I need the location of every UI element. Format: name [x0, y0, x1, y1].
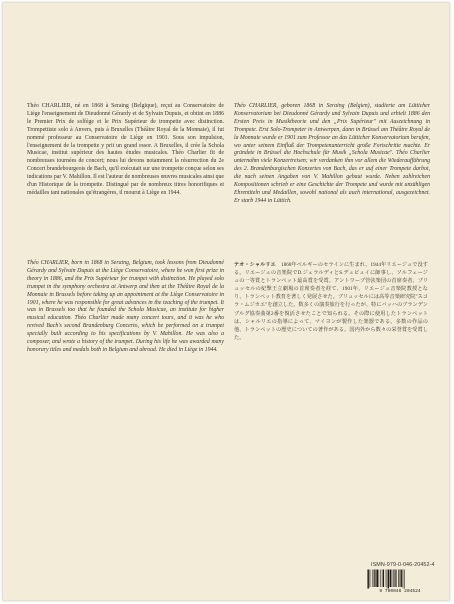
barcode-bar: [400, 570, 401, 588]
english-text: Théo CHARLIER, born in 1868 in Seraing, Belgium, took lessons from Dieudonné Gérardy and Sylvain Dupuis at the Liège Conservatoire, where he won first prize in theory in 1886, and the Prix Supérieur for trumpet with distinction. He played solo trumpet in the symphony orchestra at Antwerp and then at the Théâtre Royal de la Monnaie in Brussels before taking up an appointment at the Liège Conservatoire in 1901, where he was responsible for great advances in the teaching of the trumpet. It was in Brussels too that he founded the Schola Musicae, an institute for higher musical education. Théo Charlier made many concert tours, and it was he who revived Bach's second Brandenburg Concerto, which he performed on a trumpet specially built according to his specifications by V. Mahillon. He was also a composer, and wrote a history of the trumpet. During his life he was awarded many honorary titles and medals both in Belgium and abroad. He died in Liège in 1944.: [27, 260, 224, 353]
barcode-bar: [372, 570, 373, 588]
barcode-bar: [376, 570, 378, 588]
barcode-number: 9 790046 204524: [379, 588, 421, 593]
barcode-bar: [367, 570, 368, 589]
barcode-bar: [403, 570, 404, 589]
barcode-bar: [368, 570, 369, 589]
barcode-bar: [375, 570, 376, 588]
barcode-bar: [383, 570, 384, 588]
french-biography: [27, 103, 224, 198]
barcode-bar: [396, 570, 397, 588]
barcode-bar: [386, 570, 387, 588]
barcode-bars: [367, 570, 405, 589]
barcode: [364, 569, 434, 593]
barcode-bar: [393, 570, 394, 588]
barcode-bar: [401, 570, 402, 588]
german-text: Théo CHARLIER, geboren 1868 in Seraing (Belgien), studierte am Lütticher Konservatorium bei Dieudonné Gérardy und Sylvain Dupuis und erhielt 1886 den Ersten Preis in Musiktheorie und den „Prix Supérieur" mit Auszeichnung in Trompete. Erst Solo-Trompeter in Antwerpen, dann in Brüssel am Théâtre Royal de la Monnaie wurde er 1901 zum Professor an das Lütticher Konservatorium berufen, wo unter seinem Einfluß der Trompetenunterricht große Fortschritte machte. Er gründete in Brüssel die Hochschule für Musik „Schola Musicae". Théo Charlier unternahm viele Konzertreisen; wir verdanken ihm vor allem die Wiederaufführung des 2. Brandenburgischen Konzertes von Bach, das er auf einer Trompete darbot, die nach seinen Angaben von V. Mahillon gebaut wurde. Neben zahlreichen Kompositionen schrieb er eine Geschichte der Trompete und wurde mit unzähligen Ehrentiteln und Medaillen, sowohl national als auch international, ausgezeichnet. Er starb 1944 in Lüttich.: [234, 103, 430, 204]
back-cover-page: [3, 3, 449, 600]
barcode-bar: [398, 570, 399, 588]
barcode-bar: [370, 570, 371, 588]
german-biography: [234, 103, 430, 206]
barcode-bar: [390, 570, 392, 588]
japanese-biography: [234, 261, 428, 342]
barcode-bar: [388, 570, 389, 589]
barcode-bar: [380, 570, 381, 588]
barcode-bar: [387, 570, 388, 589]
isbn-label: ISMN-979-0-046-20452-4: [371, 562, 435, 568]
japanese-paragraph: [234, 261, 428, 342]
japanese-name: テオ・シャルリエ: [234, 262, 276, 268]
barcode-bar: [379, 570, 380, 588]
barcode-bar: [404, 570, 405, 589]
barcode-bar: [374, 570, 375, 588]
english-biography: [27, 260, 224, 355]
french-text: Théo CHARLIER, né en 1868 à Seraing (Belgique), reçut au Conservatoire de Liège l'enseignement de Dieudonné Gérardy et de Sylvain Dupuis, et obtint en 1886 le Premier Prix de solfège et le Prix Supérieur de trompette avec distinction. Trompettiste solo à Anvers, puis à Bruxelles (Théâtre Royal de la Monnaie), il fut nommé professeur au Conservatoire de Liège en 1901. Sous son impulsion, l'enseignement de la trompette y prit un grand essor. A Bruxelles, il crée la Schola Musicae, institut supérieur des hautes études musicales. Théo Charlier fit de nombreuses tournées de concert; nous lui devons notamment la résurrection du 2e Concert brandebourgeois de Bach, qu'il exécutait sur une trompette conçue selon ses indications par V. Mahillon. Il est l'auteur de nombreuses œuvres musicales ainsi que d'un Historique de la trompette. Distingué par de nombreux titres honorifiques et médailles tant nationales qu'étrangères, il mourut à Liège en 1944.: [27, 103, 224, 196]
japanese-text: 1868年ベルギーのセラインに生まれ、1944年リエージュで没する。リエージュの音楽院でD.ジェラルディとS.デュピュイに師事し、ソルフェージュの一等賞とトランペット最高賞を受賞。アントワープ管弦楽団の首席奏者、ブリュッセルの紀撃王立劇場の首席奏者を経て、1901年、リエージュ音楽院教授となり、トランペット教育を著しく発展させた。ブリュッセルには高等音楽研究院"スコラ・ムジカエ"を創立した。数多くの演奏旅行を行ったが、特にバッハのブランデンブルグ協奏曲第2番を復活させたことで知られる。その際に使用したトランペットは、シャルリエの指導によって、マイヨンが製作した楽器である。多数の作品の他、トランペットの歴史についての著作がある。国内外から数々の栄誉賞を受賞した。: [234, 262, 428, 341]
barcode-bar: [392, 570, 393, 588]
barcode-bar: [395, 570, 396, 588]
barcode-bar: [382, 570, 383, 588]
